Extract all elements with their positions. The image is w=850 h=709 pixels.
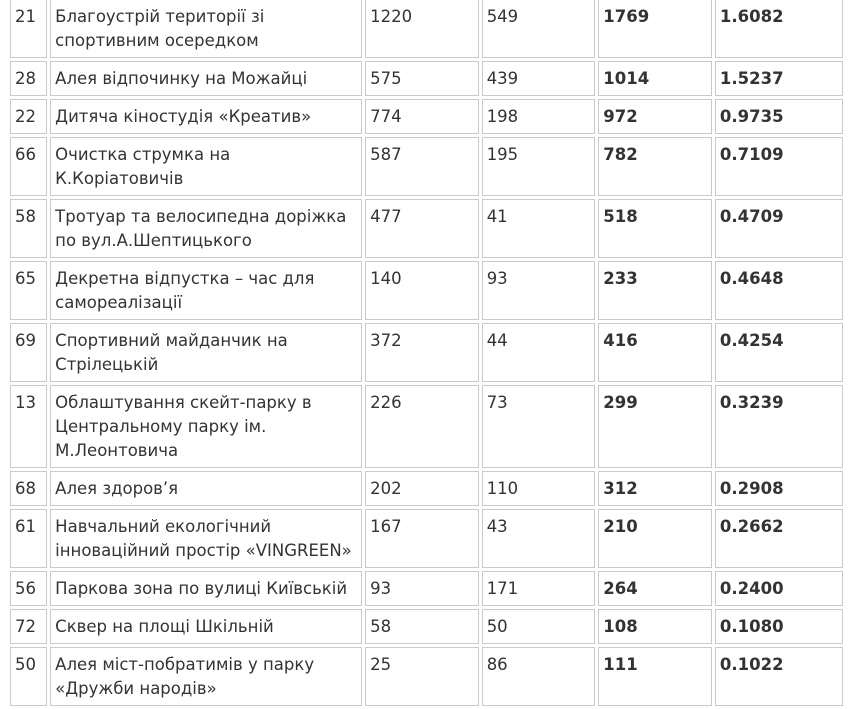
- votes-b-cell: 41: [482, 199, 596, 258]
- total-votes-cell: 972: [598, 99, 712, 134]
- votes-b-cell: 439: [482, 61, 596, 96]
- project-name-cell: Сквер на площі Шкільній: [50, 609, 362, 644]
- total-votes-cell: 312: [598, 471, 712, 506]
- votes-a-cell: 202: [365, 471, 479, 506]
- table-row: [10, 609, 843, 644]
- project-id-cell: 13: [10, 385, 47, 468]
- project-id-cell: 56: [10, 571, 47, 606]
- project-name-cell: Навчальний екологічний інноваційний простір «VINGREEN»: [50, 509, 362, 568]
- results-table: [7, 0, 846, 709]
- votes-a-cell: 167: [365, 509, 479, 568]
- total-votes-cell: 518: [598, 199, 712, 258]
- score-cell: 0.7109: [715, 137, 843, 196]
- votes-b-cell: 93: [482, 261, 596, 320]
- score-cell: 0.1022: [715, 647, 843, 706]
- votes-a-cell: 140: [365, 261, 479, 320]
- project-name-cell: Декретна відпустка – час для самореалізації: [50, 261, 362, 320]
- total-votes-cell: 1769: [598, 0, 712, 58]
- table-row: [10, 61, 843, 96]
- table-row: [10, 647, 843, 706]
- votes-a-cell: 1220: [365, 0, 479, 58]
- votes-b-cell: 43: [482, 509, 596, 568]
- total-votes-cell: 111: [598, 647, 712, 706]
- score-cell: 0.1080: [715, 609, 843, 644]
- score-cell: 1.6082: [715, 0, 843, 58]
- project-id-cell: 50: [10, 647, 47, 706]
- project-name-cell: Облаштування скейт-парку в Центральному парку ім. М.Леонтовича: [50, 385, 362, 468]
- total-votes-cell: 416: [598, 323, 712, 382]
- table-row: [10, 99, 843, 134]
- votes-b-cell: 86: [482, 647, 596, 706]
- project-name-cell: Очистка струмка на К.Коріатовичів: [50, 137, 362, 196]
- score-cell: 0.4709: [715, 199, 843, 258]
- project-id-cell: 66: [10, 137, 47, 196]
- score-cell: 0.9735: [715, 99, 843, 134]
- total-votes-cell: 233: [598, 261, 712, 320]
- score-cell: 0.2908: [715, 471, 843, 506]
- votes-a-cell: 477: [365, 199, 479, 258]
- total-votes-cell: 264: [598, 571, 712, 606]
- project-name-cell: Тротуар та велосипедна доріжка по вул.А.Шептицького: [50, 199, 362, 258]
- project-name-cell: Дитяча кіностудія «Креатив»: [50, 99, 362, 134]
- table-row: [10, 509, 843, 568]
- votes-a-cell: 372: [365, 323, 479, 382]
- score-cell: 0.2662: [715, 509, 843, 568]
- votes-a-cell: 25: [365, 647, 479, 706]
- votes-b-cell: 195: [482, 137, 596, 196]
- votes-b-cell: 110: [482, 471, 596, 506]
- project-id-cell: 28: [10, 61, 47, 96]
- total-votes-cell: 299: [598, 385, 712, 468]
- votes-b-cell: 549: [482, 0, 596, 58]
- project-id-cell: 69: [10, 323, 47, 382]
- project-name-cell: Спортивний майданчик на Стрілецькій: [50, 323, 362, 382]
- table-row: [10, 261, 843, 320]
- table-row: [10, 0, 843, 58]
- table-row: [10, 137, 843, 196]
- score-cell: 1.5237: [715, 61, 843, 96]
- project-id-cell: 68: [10, 471, 47, 506]
- table-row: [10, 385, 843, 468]
- results-table-body: [10, 0, 843, 706]
- votes-a-cell: 575: [365, 61, 479, 96]
- score-cell: 0.4254: [715, 323, 843, 382]
- project-id-cell: 61: [10, 509, 47, 568]
- table-row: [10, 471, 843, 506]
- votes-a-cell: 774: [365, 99, 479, 134]
- table-row: [10, 199, 843, 258]
- project-id-cell: 58: [10, 199, 47, 258]
- table-row: [10, 571, 843, 606]
- total-votes-cell: 210: [598, 509, 712, 568]
- votes-a-cell: 587: [365, 137, 479, 196]
- project-id-cell: 72: [10, 609, 47, 644]
- votes-b-cell: 73: [482, 385, 596, 468]
- project-name-cell: Паркова зона по вулиці Київській: [50, 571, 362, 606]
- total-votes-cell: 782: [598, 137, 712, 196]
- votes-b-cell: 44: [482, 323, 596, 382]
- votes-b-cell: 198: [482, 99, 596, 134]
- total-votes-cell: 1014: [598, 61, 712, 96]
- score-cell: 0.2400: [715, 571, 843, 606]
- votes-a-cell: 93: [365, 571, 479, 606]
- project-id-cell: 65: [10, 261, 47, 320]
- project-name-cell: Благоустрій території зі спортивним осередком: [50, 0, 362, 58]
- table-row: [10, 323, 843, 382]
- project-id-cell: 22: [10, 99, 47, 134]
- project-name-cell: Алея відпочинку на Можайці: [50, 61, 362, 96]
- project-id-cell: 21: [10, 0, 47, 58]
- votes-a-cell: 58: [365, 609, 479, 644]
- votes-a-cell: 226: [365, 385, 479, 468]
- score-cell: 0.4648: [715, 261, 843, 320]
- project-name-cell: Алея міст-побратимів у парку «Дружби народів»: [50, 647, 362, 706]
- votes-b-cell: 50: [482, 609, 596, 644]
- total-votes-cell: 108: [598, 609, 712, 644]
- votes-b-cell: 171: [482, 571, 596, 606]
- score-cell: 0.3239: [715, 385, 843, 468]
- project-name-cell: Алея здоров’я: [50, 471, 362, 506]
